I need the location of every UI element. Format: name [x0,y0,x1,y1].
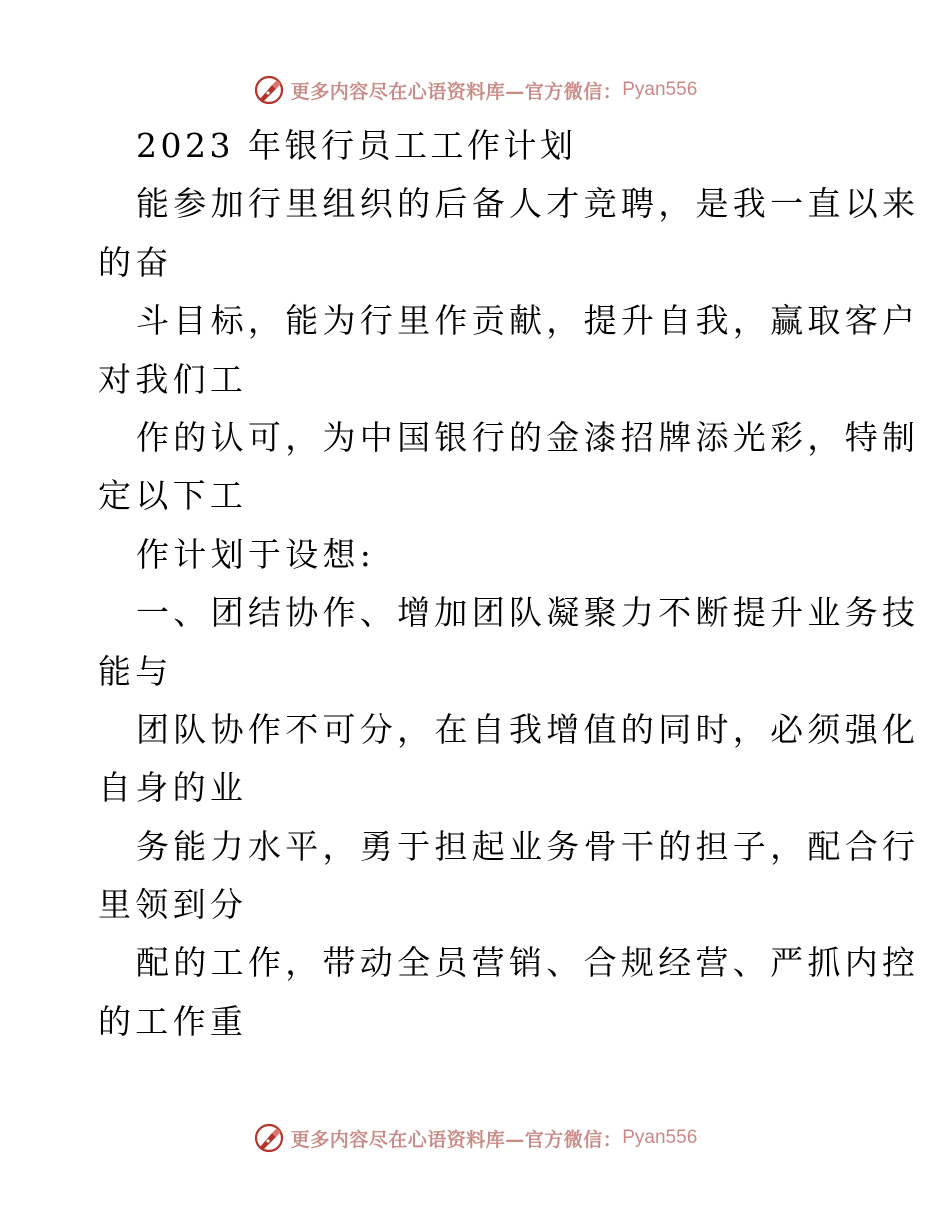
paragraph-line: 自身的业 [98,768,248,808]
pen-nib-logo-icon [253,1122,285,1154]
paragraph-line: 团队协作不可分，在自我增值的同时，必须强化 [136,709,920,749]
paragraph-line: 作的认可，为中国银行的金漆招牌添光彩，特制 [136,417,920,457]
footer-banner [0,1118,950,1158]
paragraph-line: 能与 [98,651,173,691]
paragraph-line: 作计划于设想: [136,534,376,574]
paragraph-line: 配的工作，带动全员营销、合规经营、严抓内控 [136,943,920,983]
paragraph-line: 的工作重 [98,1001,248,1041]
paragraph-line: 能参加行里组织的后备人才竞聘，是我一直以来 [136,184,920,224]
header-banner [0,70,950,110]
pen-nib-logo-icon [253,74,285,106]
document-body [98,117,920,1051]
banner-handle: Pyan556 [622,79,698,100]
document-title: 2023 年银行员工工作计划 [136,126,577,165]
paragraph-line: 对我们工 [98,359,248,399]
paragraph-line: 里领到分 [98,885,248,925]
paragraph-line: 一、团结协作、增加团队凝聚力不断提升业务技 [136,593,920,633]
paragraph-line: 斗目标，能为行里作贡献，提升自我，赢取客户 [136,301,920,341]
paragraph-line: 定以下工 [98,476,248,516]
paragraph-line: 务能力水平，勇于担起业务骨干的担子，配合行 [136,826,920,866]
banner-handle: Pyan556 [622,1127,698,1148]
banner-text: 更多内容尽在心语资料库—官方微信： [290,80,623,103]
banner-text: 更多内容尽在心语资料库—官方微信： [290,1128,623,1151]
paragraph-line: 的奋 [98,242,173,282]
